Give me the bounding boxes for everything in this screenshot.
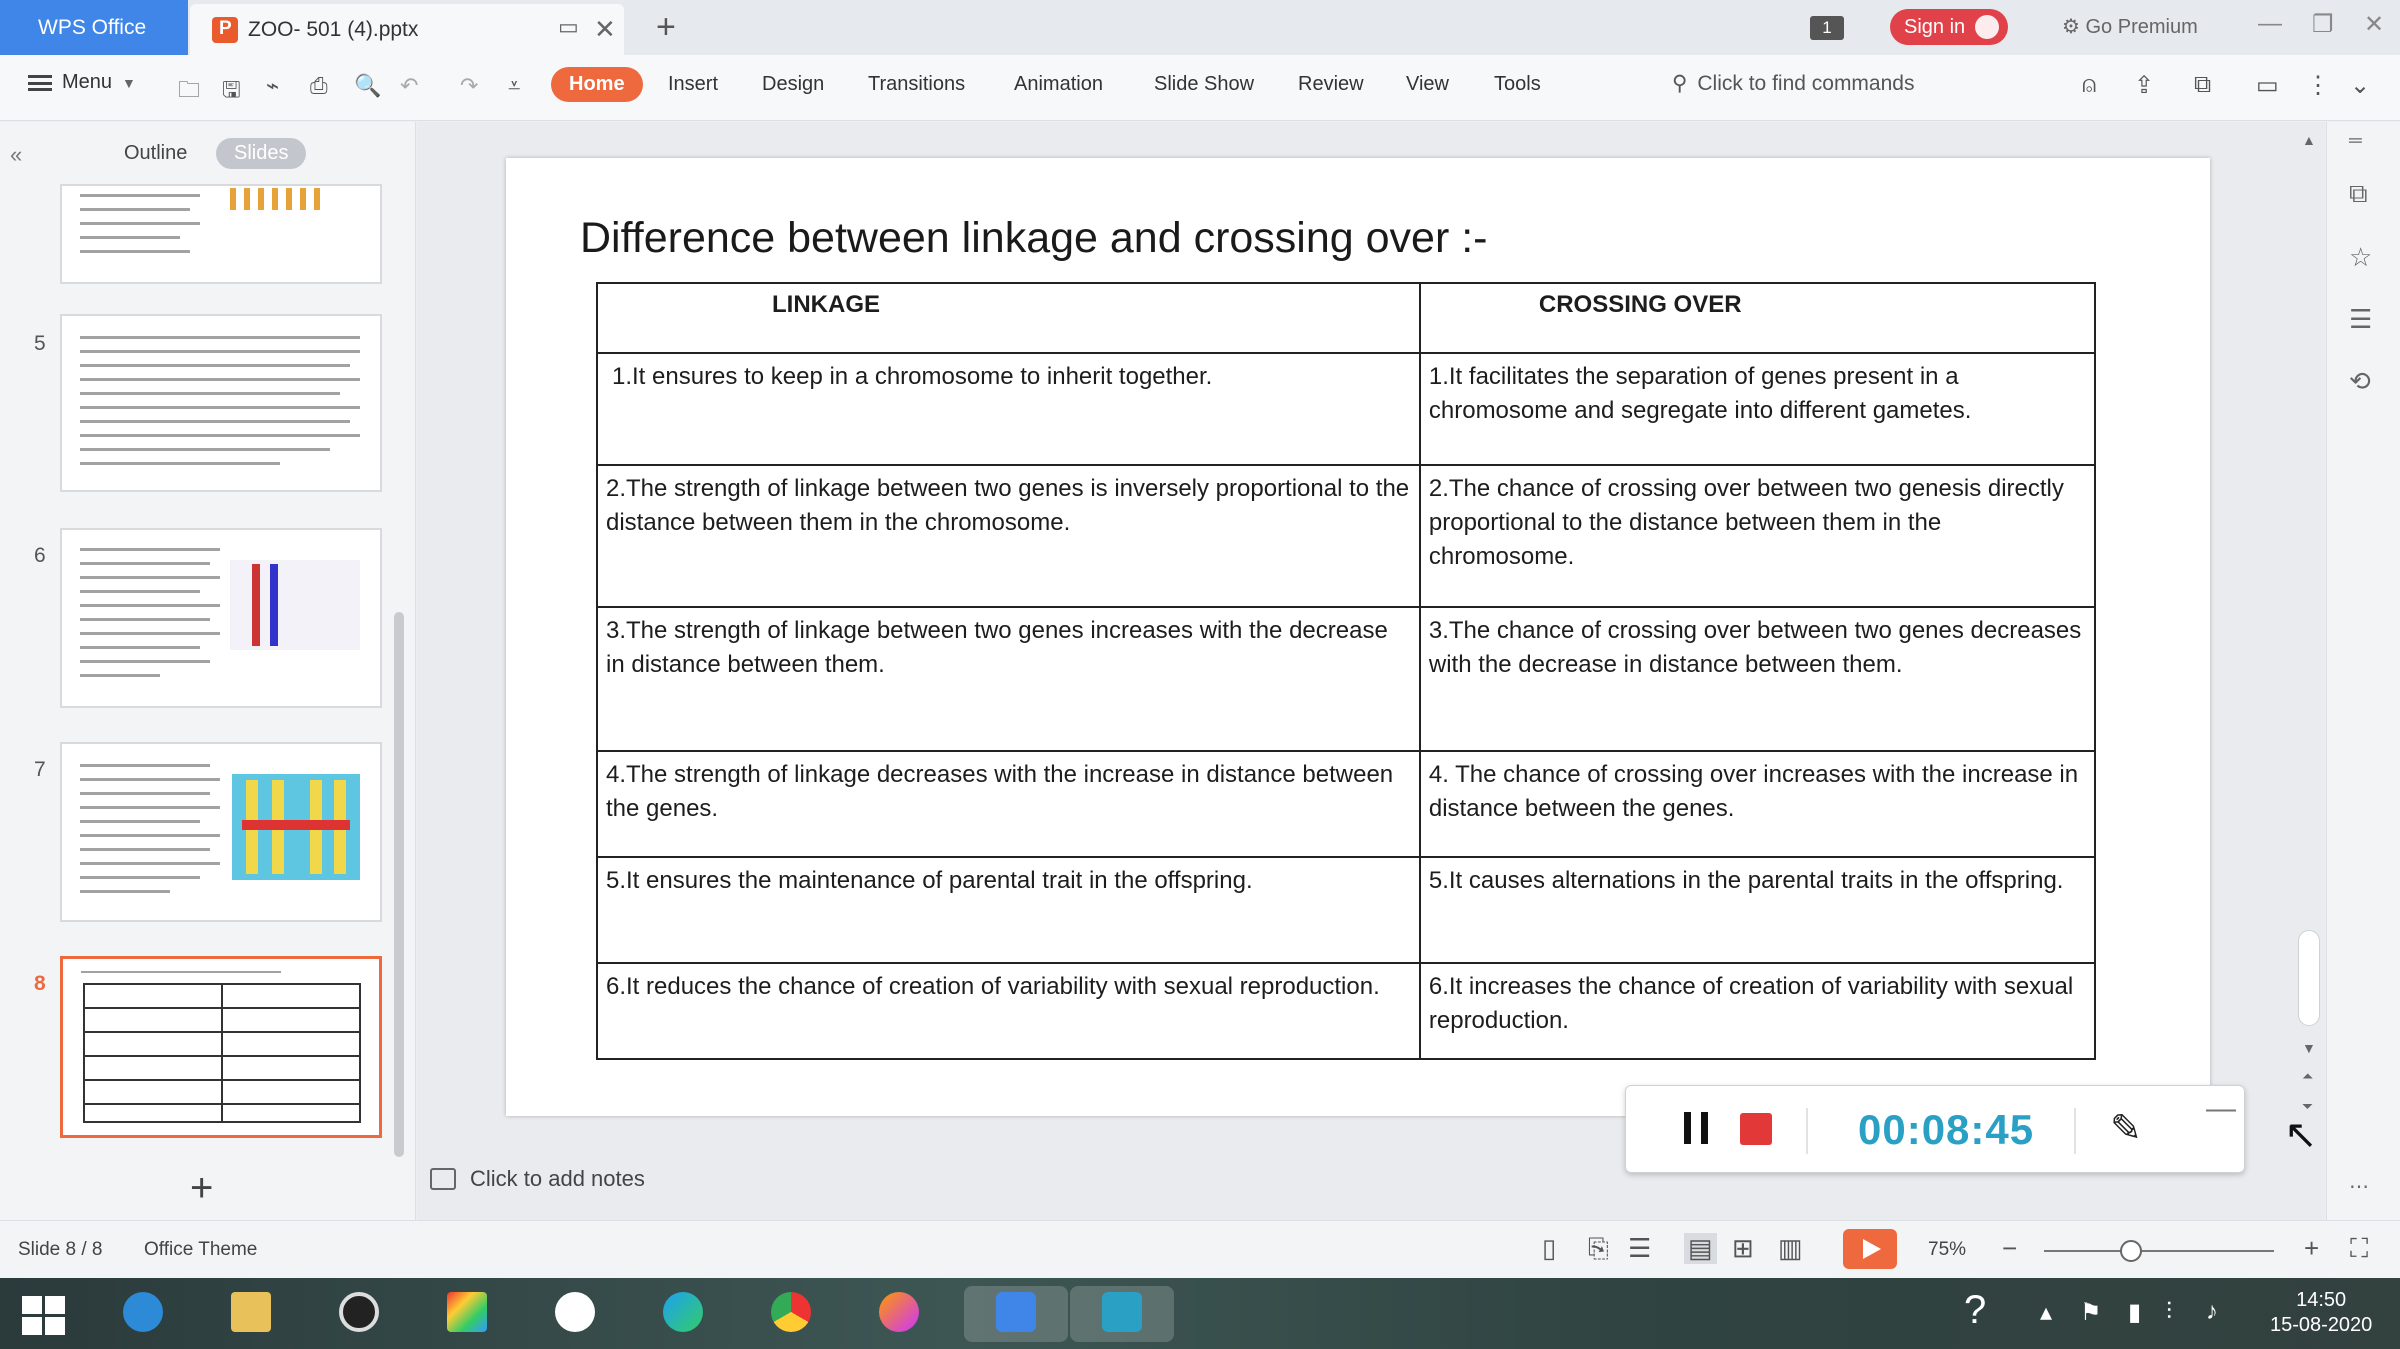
- flag-icon[interactable]: ⚑: [2080, 1299, 2102, 1326]
- collapse-panel-icon[interactable]: «: [10, 142, 23, 167]
- menu-label: Menu: [62, 71, 113, 93]
- table-cell[interactable]: 5.It causes alternations in the parental traits in the offspring.: [1420, 857, 2095, 963]
- chrome-browser-icon[interactable]: [760, 1286, 822, 1342]
- next-slide-icon[interactable]: ⏷: [2302, 1098, 2314, 1114]
- slide-sorter-icon[interactable]: ⊞: [1732, 1233, 1754, 1263]
- comment-icon[interactable]: ▭: [2256, 72, 2279, 99]
- table-cell[interactable]: 4. The chance of crossing over increases with the increase in distance between the genes.: [1420, 751, 2095, 857]
- notes-placeholder: Click to add notes: [470, 1166, 645, 1191]
- wps-taskbar-icon[interactable]: [964, 1286, 1068, 1342]
- table-cell[interactable]: 2.The chance of crossing over between two genesis directly proportional to the distance between them in the chromosome.: [1420, 465, 2095, 607]
- windows-start-icon[interactable]: [22, 1296, 66, 1336]
- tab-animation[interactable]: Animation: [1014, 73, 1103, 95]
- play-slideshow-button[interactable]: [1843, 1229, 1897, 1269]
- stop-record-icon[interactable]: [1740, 1113, 1772, 1145]
- notes-area[interactable]: [430, 1166, 645, 1192]
- avatar-icon: [1975, 15, 1999, 39]
- sign-in-button[interactable]: [1890, 9, 2008, 45]
- hamburger-icon: [28, 75, 52, 91]
- go-premium-button[interactable]: ⚙ Go Premium: [2062, 16, 2198, 38]
- minimize-icon[interactable]: —: [2258, 10, 2282, 37]
- table-cell[interactable]: 2.The strength of linkage between two genes is inversely proportional to the distance between them in the chromosome.: [597, 465, 1420, 607]
- close-window-icon[interactable]: ✕: [2364, 11, 2385, 38]
- add-slide-button[interactable]: +: [190, 1166, 214, 1210]
- screen-recorder-taskbar-icon[interactable]: [1070, 1286, 1174, 1342]
- volume-icon[interactable]: ♪: [2206, 1298, 2218, 1325]
- tab-review[interactable]: Review: [1298, 73, 1364, 95]
- slide-canvas[interactable]: [506, 158, 2210, 1116]
- chevron-down-icon: ▼: [122, 74, 136, 91]
- tab-view[interactable]: View: [1406, 73, 1449, 95]
- properties-icon[interactable]: ☰: [2349, 304, 2373, 334]
- slide-thumbnail[interactable]: [60, 314, 382, 492]
- tab-insert[interactable]: Insert: [668, 73, 719, 95]
- table-header-row: [597, 283, 2095, 353]
- clock-date: 15-08-2020: [2270, 1314, 2373, 1336]
- more-options-icon[interactable]: ⋮: [2306, 72, 2330, 99]
- right-sidebar: [2326, 122, 2400, 1220]
- reading-view-icon[interactable]: ▥: [1778, 1233, 1803, 1263]
- zoom-slider-handle[interactable]: [2120, 1240, 2142, 1262]
- slide-number: 5: [34, 332, 46, 355]
- pause-icon[interactable]: [1684, 1112, 1708, 1144]
- taskbar-clock[interactable]: [2270, 1288, 2372, 1338]
- tab-home[interactable]: Home: [551, 67, 643, 102]
- zoom-level[interactable]: 75%: [1928, 1239, 1967, 1260]
- slide-thumbnail[interactable]: [60, 184, 382, 284]
- table-cell[interactable]: 3.The strength of linkage between two genes increases with the decrease in distance between them.: [597, 607, 1420, 751]
- open-folder-icon[interactable]: 🗀: [178, 77, 201, 102]
- tab-tools[interactable]: Tools: [1494, 73, 1541, 95]
- column-header-linkage[interactable]: LINKAGE: [597, 283, 1420, 353]
- table-row: [597, 607, 2095, 751]
- column-header-crossing-over[interactable]: CROSSING OVER: [1420, 283, 2095, 353]
- print-preview-icon[interactable]: 🔍: [354, 73, 382, 98]
- command-search[interactable]: [1672, 71, 1914, 96]
- close-tab-icon[interactable]: ✕: [594, 14, 616, 44]
- normal-view-icon[interactable]: ▤: [1684, 1233, 1717, 1264]
- history-icon[interactable]: ⟲: [2349, 366, 2371, 396]
- zoom-in-icon[interactable]: +: [2304, 1233, 2320, 1263]
- table-row: [597, 353, 2095, 465]
- slide-thumbnail-selected[interactable]: [60, 956, 382, 1138]
- table-cell[interactable]: 3.The chance of crossing over between two genes decreases with the decrease in distance between them.: [1420, 607, 2095, 751]
- search-icon: ⚲: [1672, 72, 1688, 95]
- table-cell[interactable]: 6.It increases the chance of creation of variability with sexual reproduction.: [1420, 963, 2095, 1059]
- more-icon[interactable]: ⋯: [2349, 1176, 2369, 1198]
- export-icon[interactable]: ⇪: [2134, 72, 2155, 99]
- slide-counter: Slide 8 / 8: [18, 1239, 103, 1260]
- sign-in-label: Sign in: [1904, 15, 1966, 38]
- tab-design[interactable]: Design: [762, 73, 825, 95]
- tab-slide-show[interactable]: Slide Show: [1154, 73, 1255, 95]
- ribbon: [0, 55, 2400, 121]
- minimize-recorder-icon[interactable]: —: [2206, 1092, 2236, 1125]
- presentation-file-icon: [212, 17, 238, 43]
- restore-icon[interactable]: ❐: [2312, 11, 2334, 38]
- share-user-icon[interactable]: ⍝: [2082, 71, 2097, 98]
- collaborate-icon[interactable]: ⧉: [2194, 71, 2212, 98]
- previous-slide-icon[interactable]: ⏶: [2302, 1068, 2314, 1084]
- edge-browser-icon[interactable]: [652, 1286, 714, 1342]
- screen-recorder-widget: [1625, 1085, 2245, 1173]
- webcam-app-icon[interactable]: [328, 1286, 390, 1342]
- sidebar-handle-icon: ═: [2349, 130, 2362, 150]
- menu-button[interactable]: [28, 71, 136, 94]
- slide-title[interactable]: Difference between linkage and crossing over :-: [580, 214, 1488, 262]
- table-row: [597, 751, 2095, 857]
- new-tab-button[interactable]: +: [656, 8, 676, 46]
- scroll-down-icon[interactable]: ▼: [2302, 1040, 2316, 1056]
- table-cell[interactable]: 5.It ensures the maintenance of parental trait in the offspring.: [597, 857, 1420, 963]
- mouse-cursor-icon: ↖: [2284, 1113, 2318, 1157]
- table-cell[interactable]: 1.It facilitates the separation of genes present in a chromosome and segregate into different gametes.: [1420, 353, 2095, 465]
- slide-scrollbar[interactable]: [2298, 930, 2320, 1026]
- customize-toolbar-icon[interactable]: ⩡: [508, 73, 521, 98]
- align-icon[interactable]: ☰: [1628, 1233, 1652, 1263]
- network-icon[interactable]: ⫶: [2166, 1298, 2172, 1325]
- pen-icon[interactable]: ✎: [2110, 1108, 2142, 1150]
- window-count-badge[interactable]: 1: [1810, 16, 1844, 40]
- wps-office-tab[interactable]: WPS Office: [0, 0, 188, 55]
- tray-expand-icon[interactable]: ▴: [2040, 1299, 2053, 1326]
- command-search-placeholder: Click to find commands: [1697, 71, 1915, 95]
- battery-icon[interactable]: ▮: [2128, 1299, 2142, 1326]
- table-row: [597, 857, 2095, 963]
- slide-thumbnail[interactable]: [60, 528, 382, 708]
- format-painter-icon[interactable]: ⌁: [266, 73, 280, 98]
- star-icon[interactable]: ☆: [2349, 242, 2373, 272]
- scroll-up-icon[interactable]: ▲: [2302, 132, 2316, 148]
- slide-navigation-panel: [0, 122, 416, 1220]
- slide-design-icon[interactable]: ⧉: [2349, 178, 2368, 208]
- remark-icon[interactable]: ⎘: [1588, 1233, 1609, 1263]
- recorder-divider: [2074, 1108, 2076, 1154]
- windows-taskbar: [0, 1278, 2400, 1349]
- slide-number: 8: [34, 972, 46, 995]
- table-row: [597, 963, 2095, 1059]
- zoom-slider-track[interactable]: [2044, 1250, 2274, 1252]
- slide-thumbnail[interactable]: [60, 742, 382, 922]
- slide-number: 7: [34, 758, 46, 781]
- recorder-divider: [1806, 1108, 1808, 1154]
- hp-app-icon[interactable]: [544, 1286, 606, 1342]
- firefox-browser-icon[interactable]: [868, 1286, 930, 1342]
- table-cell[interactable]: 6.It reduces the chance of creation of variability with sexual reproduction.: [597, 963, 1420, 1059]
- redo-icon[interactable]: ↷: [460, 73, 479, 98]
- tab-slides[interactable]: Slides: [216, 138, 306, 169]
- zoom-out-icon[interactable]: −: [2002, 1233, 2018, 1263]
- status-bar: [0, 1220, 2400, 1278]
- fit-window-icon[interactable]: ⛶: [2350, 1233, 2369, 1263]
- tab-outline[interactable]: Outline: [124, 142, 188, 164]
- tab-transitions[interactable]: Transitions: [868, 73, 966, 95]
- go-premium-label: Go Premium: [2085, 16, 2198, 38]
- notes-toggle-icon[interactable]: ▯: [1542, 1233, 1557, 1263]
- theme-name[interactable]: Office Theme: [144, 1239, 258, 1260]
- internet-explorer-icon[interactable]: [112, 1286, 174, 1342]
- slide-number: 6: [34, 544, 46, 567]
- clock-time: 14:50: [2296, 1289, 2347, 1311]
- recording-timer: 00:08:45: [1858, 1106, 2035, 1153]
- title-bar: [0, 0, 2400, 55]
- paint-app-icon[interactable]: [436, 1286, 498, 1342]
- comparison-table[interactable]: [596, 282, 2096, 1060]
- help-icon[interactable]: ?: [1964, 1288, 1987, 1332]
- monitor-icon[interactable]: ▭: [558, 14, 579, 39]
- save-icon[interactable]: 🖫: [222, 77, 241, 102]
- table-row: [597, 465, 2095, 607]
- panel-scrollbar[interactable]: [394, 612, 404, 1157]
- undo-icon[interactable]: ↶: [400, 73, 419, 98]
- notes-icon: [430, 1168, 456, 1190]
- document-tab-label: ZOO- 501 (4).pptx: [248, 17, 419, 41]
- table-cell[interactable]: 1.It ensures to keep in a chromosome to inherit together.: [597, 353, 1420, 465]
- collapse-ribbon-icon[interactable]: ⌄: [2350, 72, 2371, 99]
- print-icon[interactable]: ⎙: [310, 73, 328, 98]
- table-cell[interactable]: 4.The strength of linkage decreases with the increase in distance between the genes.: [597, 751, 1420, 857]
- file-explorer-icon[interactable]: [220, 1286, 282, 1342]
